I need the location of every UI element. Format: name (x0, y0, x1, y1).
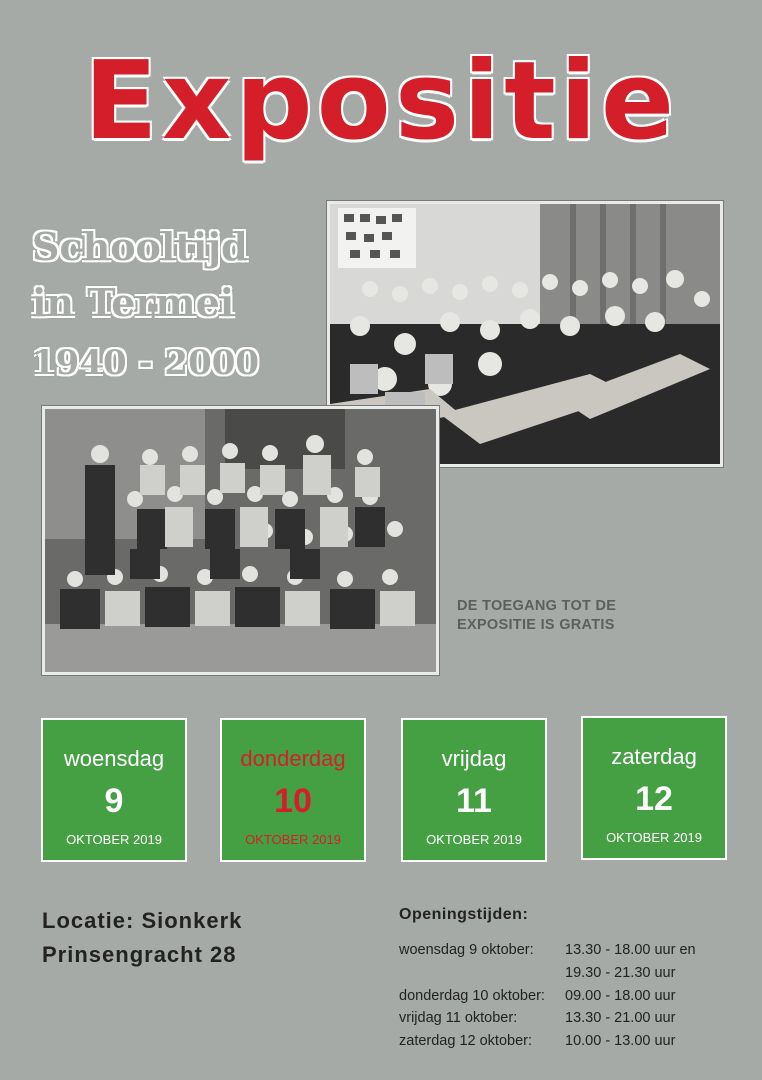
day-month: OKTOBER 2019 (66, 832, 162, 847)
group-photo (42, 406, 439, 675)
opening-hours-day: zaterdag 12 oktober: (399, 1033, 533, 1049)
opening-hours-time: 13.30 - 21.00 uur (565, 1010, 676, 1026)
day-name: vrijdag (441, 746, 507, 771)
day-card-wednesday (41, 718, 187, 862)
free-entry-notice (457, 597, 717, 635)
day-card-saturday (581, 716, 727, 860)
day-name: woensdag (63, 746, 165, 771)
day-number: 11 (456, 782, 492, 820)
day-card-thursday (220, 718, 366, 862)
day-month: OKTOBER 2019 (606, 830, 702, 845)
day-name: zaterdag (611, 744, 697, 769)
location-address: Prinsengracht 28 (42, 942, 237, 967)
opening-hours-time: 19.30 - 21.30 uur (565, 965, 676, 981)
opening-hours-time: 09.00 - 18.00 uur (565, 988, 676, 1004)
day-month: OKTOBER 2019 (426, 832, 522, 847)
day-month: OKTOBER 2019 (245, 832, 341, 847)
opening-hours-time: 13.30 - 18.00 uur en (565, 942, 696, 958)
opening-hours-day: donderdag 10 oktober: (399, 988, 545, 1004)
day-name: donderdag (240, 746, 346, 771)
opening-hours-day: vrijdag 11 oktober: (399, 1010, 518, 1026)
day-number: 10 (274, 782, 312, 820)
free-entry-line-2: EXPOSITIE IS GRATIS (457, 617, 615, 633)
opening-hours-day: woensdag 9 oktober: (399, 942, 534, 958)
location-name: Locatie: Sionkerk (42, 908, 243, 933)
subtitle-line-1: Schooltijd (32, 224, 248, 269)
subtitle-line-2: in Termei (32, 280, 235, 325)
subtitle-years: 1940 - 2000 (32, 343, 260, 383)
opening-hours-time: 10.00 - 13.00 uur (565, 1033, 676, 1049)
poster-title: Expositie (83, 39, 679, 164)
opening-hours-title: Openingstijden: (399, 906, 529, 923)
day-number: 12 (635, 780, 673, 818)
day-number: 9 (104, 782, 124, 820)
free-entry-line-1: DE TOEGANG TOT DE (457, 598, 617, 614)
day-card-friday (401, 718, 547, 862)
